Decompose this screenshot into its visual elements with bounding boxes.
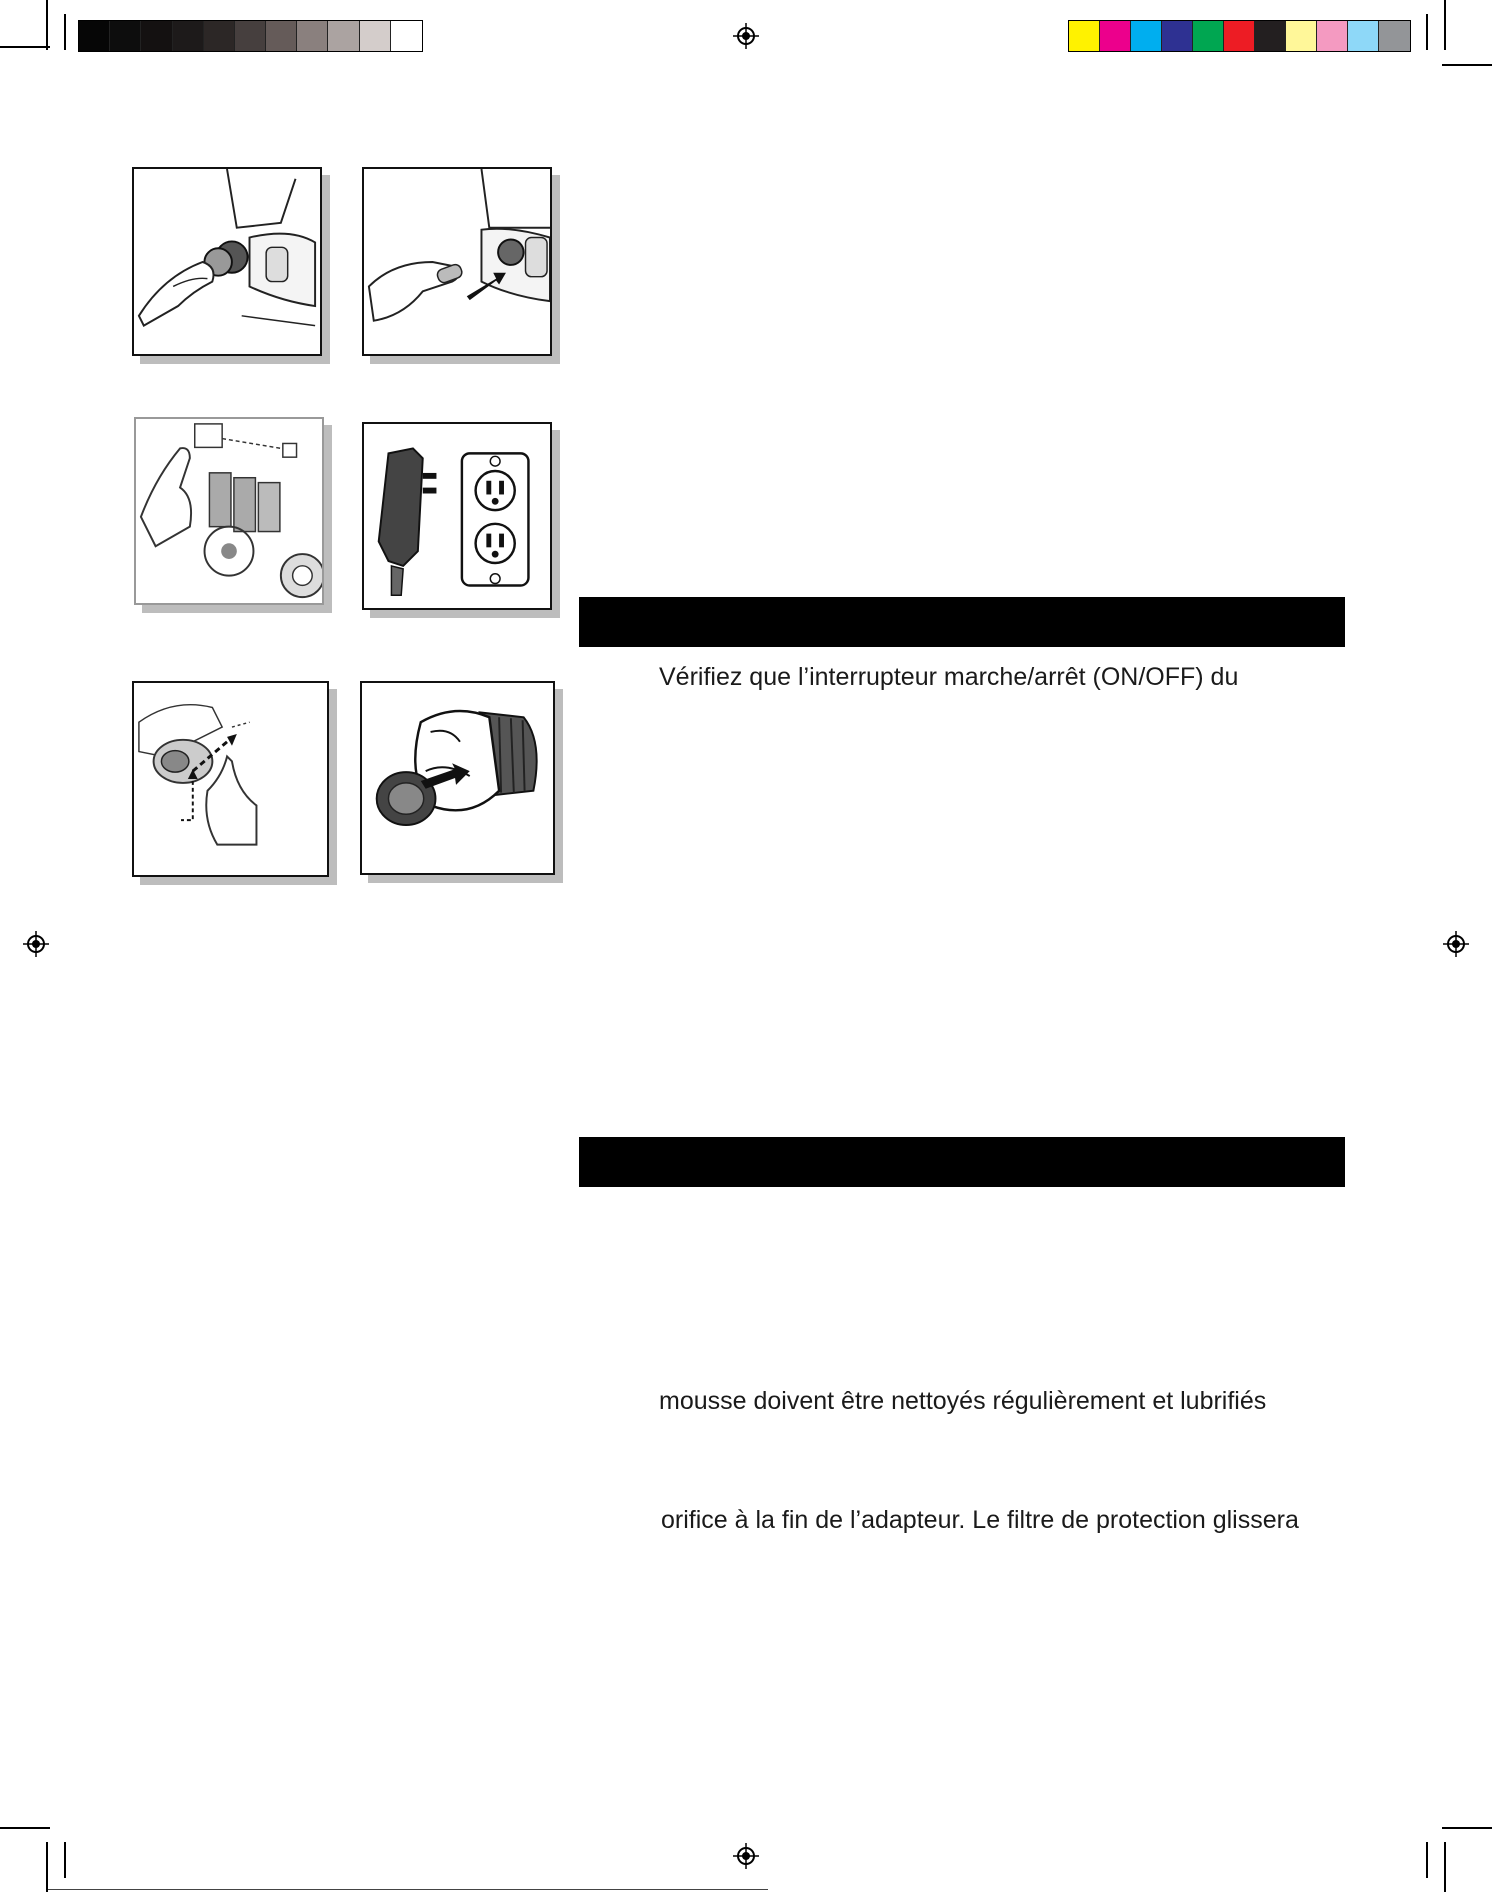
crop-mark-tr-v2	[1426, 14, 1428, 50]
cmyk-swatch	[1224, 21, 1255, 51]
cmyk-swatch	[1348, 21, 1379, 51]
cmyk-swatch	[1162, 21, 1193, 51]
crop-mark-bl-v	[46, 1842, 48, 1892]
grayscale-swatch	[79, 21, 110, 51]
grayscale-swatch	[235, 21, 266, 51]
crop-mark-tl-h	[0, 46, 50, 48]
figure-filter-screen-removal	[360, 681, 555, 875]
registration-mark-right-icon	[1443, 931, 1469, 957]
crop-mark-tr-v	[1444, 0, 1446, 50]
registration-mark-left-icon	[23, 931, 49, 957]
grayscale-swatch	[110, 21, 141, 51]
cmyk-color-bar	[1068, 20, 1411, 52]
registration-mark-bottom-icon	[733, 1843, 759, 1869]
cmyk-swatch	[1131, 21, 1162, 51]
grayscale-swatch	[328, 21, 359, 51]
grayscale-swatch	[297, 21, 328, 51]
cmyk-swatch	[1379, 21, 1410, 51]
cmyk-swatch	[1255, 21, 1286, 51]
filter-insert-illustration	[364, 169, 550, 354]
registration-mark-top-icon	[733, 23, 759, 49]
cmyk-swatch	[1317, 21, 1348, 51]
grayscale-swatch	[141, 21, 172, 51]
grayscale-color-bar	[78, 20, 423, 52]
hose-connector-illustration	[134, 169, 320, 354]
cmyk-swatch	[1193, 21, 1224, 51]
cmyk-swatch	[1100, 21, 1131, 51]
section2-text-line-2: orifice à la fin de l’adapteur. Le filtre de protection glissera	[661, 1506, 1299, 1534]
section-header-bar-2	[579, 1137, 1345, 1187]
crop-mark-bl-v2	[64, 1842, 66, 1878]
grayscale-swatch	[173, 21, 204, 51]
figure-hand-pressing-switch	[134, 417, 324, 605]
grayscale-swatch	[391, 21, 422, 51]
figure-plug-and-outlet	[362, 422, 552, 610]
plug-outlet-illustration	[364, 424, 550, 608]
crop-mark-br-v	[1444, 1842, 1446, 1892]
figure-hand-cleaning-nozzle	[132, 681, 329, 877]
figure-hand-attaching-hose-connector	[132, 167, 322, 356]
filter-screen-illustration	[362, 683, 553, 873]
crop-mark-br-h	[1442, 1827, 1492, 1829]
switch-press-illustration	[136, 419, 322, 603]
bottom-slug-rule	[48, 1889, 768, 1890]
section-header-bar-1	[579, 597, 1345, 647]
grayscale-swatch	[266, 21, 297, 51]
crop-mark-br-v2	[1426, 1842, 1428, 1878]
section1-text-line: Vérifiez que l’interrupteur marche/arrêt (ON/OFF) du	[659, 663, 1239, 691]
crop-mark-tl-v2	[64, 14, 66, 50]
grayscale-swatch	[204, 21, 235, 51]
crop-mark-bl-h	[0, 1827, 50, 1829]
crop-mark-tr-h	[1442, 64, 1492, 66]
grayscale-swatch	[360, 21, 391, 51]
cmyk-swatch	[1286, 21, 1317, 51]
cmyk-swatch	[1069, 21, 1100, 51]
crop-mark-tl-v	[46, 0, 48, 50]
figure-hand-inserting-filter	[362, 167, 552, 356]
section2-text-line-1: mousse doivent être nettoyés régulièrement et lubrifiés	[659, 1387, 1267, 1415]
nozzle-cleaning-illustration	[134, 683, 327, 875]
